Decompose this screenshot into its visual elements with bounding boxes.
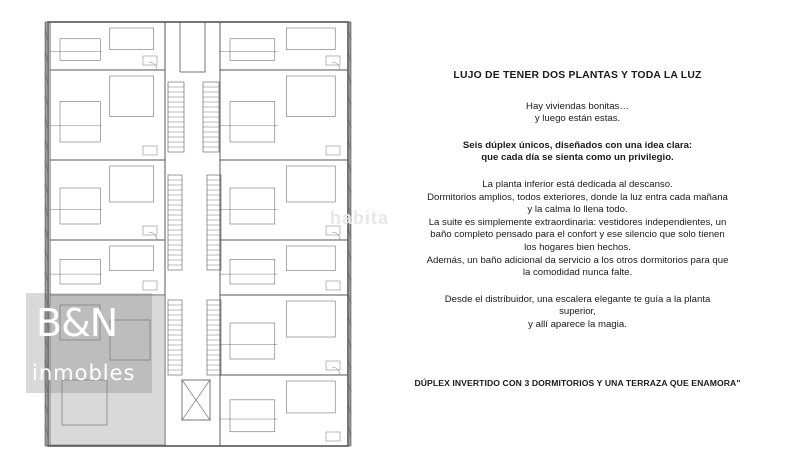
plan-bathroom [110, 246, 154, 271]
agency-logo [26, 293, 152, 393]
plan-bathroom [287, 76, 336, 117]
plan-bathroom [110, 76, 154, 117]
body-paragraph [390, 179, 765, 280]
plan-door-swing [332, 232, 340, 240]
plan-bathroom [287, 381, 336, 413]
body-line: la comodidad nunca falte. [522, 267, 633, 279]
stairs-line: Desde el distribuidor, una escalera elegante te guía a la planta [444, 293, 711, 305]
plan-fixture [326, 281, 340, 290]
plan-room [220, 22, 348, 70]
plan-bed [60, 102, 100, 143]
plan-bathroom [287, 246, 336, 271]
plan-stair [168, 175, 182, 270]
plan-fixture [143, 226, 157, 235]
plan-elevator [180, 22, 205, 72]
highlight-line: que cada día se sienta como un privilegio. [481, 152, 674, 164]
body-line: Además, un baño adicional da servicio a los otros dormitorios para que [426, 254, 729, 266]
plan-room [50, 70, 165, 160]
stairs-line: superior, [559, 306, 596, 318]
plan-fixture [143, 56, 157, 65]
body-line: La suite es simplemente extraordinaria: vestidores independientes, un [428, 216, 727, 228]
plan-room [220, 240, 348, 295]
plan-bathroom [110, 28, 154, 50]
plan-door-swing [149, 62, 157, 70]
intro-line: Hay viviendas bonitas… [526, 100, 629, 112]
plan-room [220, 375, 348, 446]
plan-door-swing [149, 232, 157, 240]
plan-right-wall [348, 22, 351, 446]
highlight-line: Seis dúplex únicos, diseñados con una idea clara: [462, 139, 693, 151]
plan-fixture [326, 56, 340, 65]
plan-bathroom [110, 166, 154, 202]
description-panel [390, 70, 765, 346]
plan-room [220, 70, 348, 160]
plan-bed [230, 188, 275, 224]
plan-stair [168, 300, 182, 375]
plan-room [220, 295, 348, 375]
logo-main-text: B&N [36, 301, 118, 345]
plan-corridor [165, 22, 220, 446]
watermark-text: habita [330, 208, 390, 228]
plan-fixture [326, 432, 340, 441]
body-line: La planta inferior está dedicada al descanso. [482, 178, 673, 190]
stairs-line: y allí aparece la magia. [528, 318, 627, 330]
body-line: baño completo pensado para el confort y ese silencio que solo tienen [430, 229, 725, 241]
plan-bathroom [287, 28, 336, 50]
plan-room [50, 160, 165, 240]
plan-bed [230, 102, 275, 143]
plan-fixture [326, 146, 340, 155]
plan-bed [230, 39, 275, 61]
plan-bed [60, 188, 100, 224]
plan-bed [60, 259, 100, 284]
highlight-paragraph [390, 140, 765, 165]
plan-bathroom [287, 301, 336, 337]
description-heading: LUJO DE TENER DOS PLANTAS Y TODA LA LUZ [453, 70, 702, 81]
plan-room [50, 22, 165, 70]
plan-fixture [143, 146, 157, 155]
plan-room [220, 160, 348, 240]
intro-line: y luego están estas. [534, 113, 621, 125]
stairs-paragraph [390, 294, 765, 332]
plan-bathroom [287, 166, 336, 202]
plan-room [50, 240, 165, 295]
plan-fixture [143, 281, 157, 290]
plan-bed [230, 259, 275, 284]
plan-bed [230, 400, 275, 432]
closing-tagline: DÚPLEX INVERTIDO CON 3 DORMITORIOS Y UNA TERRAZA QUE ENAMORA" [414, 378, 741, 388]
body-line: los hogares bien hechos. [524, 241, 631, 253]
plan-bed [60, 39, 100, 61]
logo-sub-text: inmobles [32, 361, 136, 385]
plan-door-swing [332, 367, 340, 375]
plan-stair [207, 300, 221, 375]
plan-fixture [326, 361, 340, 370]
plan-stair [207, 175, 221, 270]
body-line: y la calma lo llena todo. [527, 204, 628, 216]
intro-paragraph [390, 101, 765, 126]
plan-door-swing [332, 62, 340, 70]
plan-bed [230, 323, 275, 359]
body-line: Dormitorios amplios, todos exteriores, donde la luz entra cada mañana [427, 191, 728, 203]
